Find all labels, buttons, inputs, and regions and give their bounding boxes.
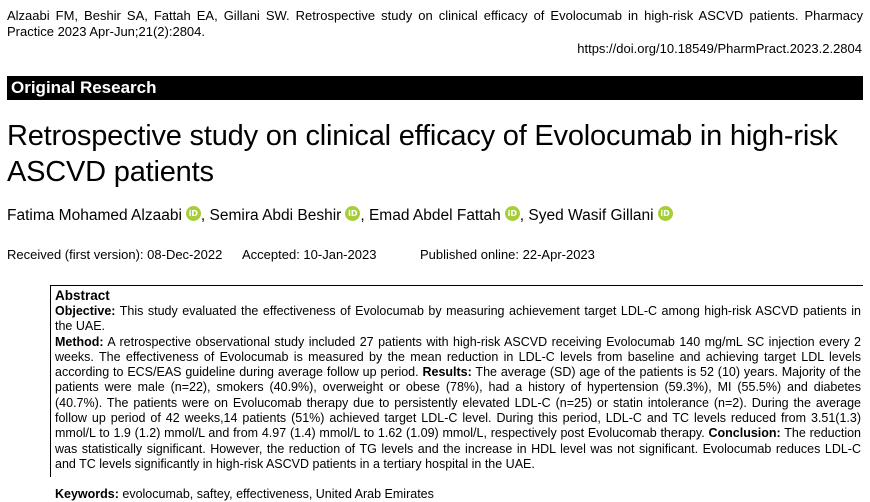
doi-link[interactable]: https://doi.org/10.18549/PharmPract.2023.2.2804 [577,41,862,56]
conclusion-label: Conclusion: [708,426,781,441]
abstract-box [50,285,863,502]
objective-text: This study evaluated the effectiveness of Evolocumab by measuring achievement target LDL-C among high-risk ASCVD patients in the UAE. [55,304,861,334]
author-name[interactable]: Syed Wasif Gillani [528,207,654,224]
abstract-body [55,304,861,472]
author-separator: , [360,207,369,224]
objective-label: Objective: [55,304,116,318]
author-list [7,206,863,226]
article-title: Retrospective study on clinical efficacy of Evolocumab in high-risk ASCVD patients [7,120,838,188]
received-date: Received (first version): 08-Dec-2022 [7,247,223,262]
method-text: A retrospective observational study included 27 patients with high-risk ASCVD receiving Evolocumab 140 mg/mL SC injection every 2 weeks. The effectiveness of Evolocumab is measured by the mean reduction in LDL-C levels from baseline and achieving target LDL levels according to ECS/EAS guideline during average follow up period. [55,334,861,380]
published-date: Published online: 22-Apr-2023 [420,247,595,262]
author-name[interactable]: Fatima Mohamed Alzaabi [7,207,182,224]
section-label: Original Research [7,76,863,100]
keywords-text: evolocumab, saftey, effectiveness, United Arab Emirates [118,487,434,502]
author-separator: , [200,207,210,224]
orcid-icon[interactable]: iD [505,206,520,221]
citation: Alzaabi FM, Beshir SA, Fattah EA, Gillani SW. Retrospective study on clinical efficacy of Evolocumab in high-risk ASCVD patients. Pharmacy Practice 2023 Apr-Jun;21(2):2804. [7,8,863,39]
conclusion-text: The reduction was statistically significant. However, the reduction of TG levels and the increase in HDL level was not significant. Evolocumab reduces LDL-C and TC levels significantly in high-risk ASCVD patients in a tertiary hospital in the UAE. [55,426,861,471]
author-name[interactable]: Emad Abdel Fattah [368,207,501,224]
results-label: Results: [422,365,472,380]
author-separator: , [519,207,529,224]
abstract-heading: Abstract [55,288,110,303]
method-label: Method: [55,334,104,349]
keywords-label: Keywords: [55,487,119,502]
keywords [55,487,863,502]
orcid-icon[interactable]: iD [658,206,673,221]
orcid-icon[interactable]: iD [186,206,201,221]
results-text: The average (SD) age of the patients is 52 (10) years. Majority of the patients were male (n=22), smokers (40.9%), overweight or obese (78%), had a history of hypertension (59.3%), MI (55.5%) and diabetes (40.7%). The patients were on Evolucomab therapy due to persistently elevated LDL-C (n=25) or statin intolerance (n=2). During the average follow up period of 42 weeks,14 patients (51%) achieved target LDL-C level. During this period, LDL-C and TC levels reduced from 3.51(1.3) mmol/L to 1.9 (1.2) mmol/L and from 4.97 (1.4) mmol/L to 1.62 (1.09) mmol/L, respectively post Evolucomab therapy. [55,365,862,441]
author-name[interactable]: Semira Abdi Beshir [209,207,342,224]
accepted-date: Accepted: 10-Jan-2023 [242,247,377,262]
orcid-icon[interactable]: iD [345,206,360,221]
